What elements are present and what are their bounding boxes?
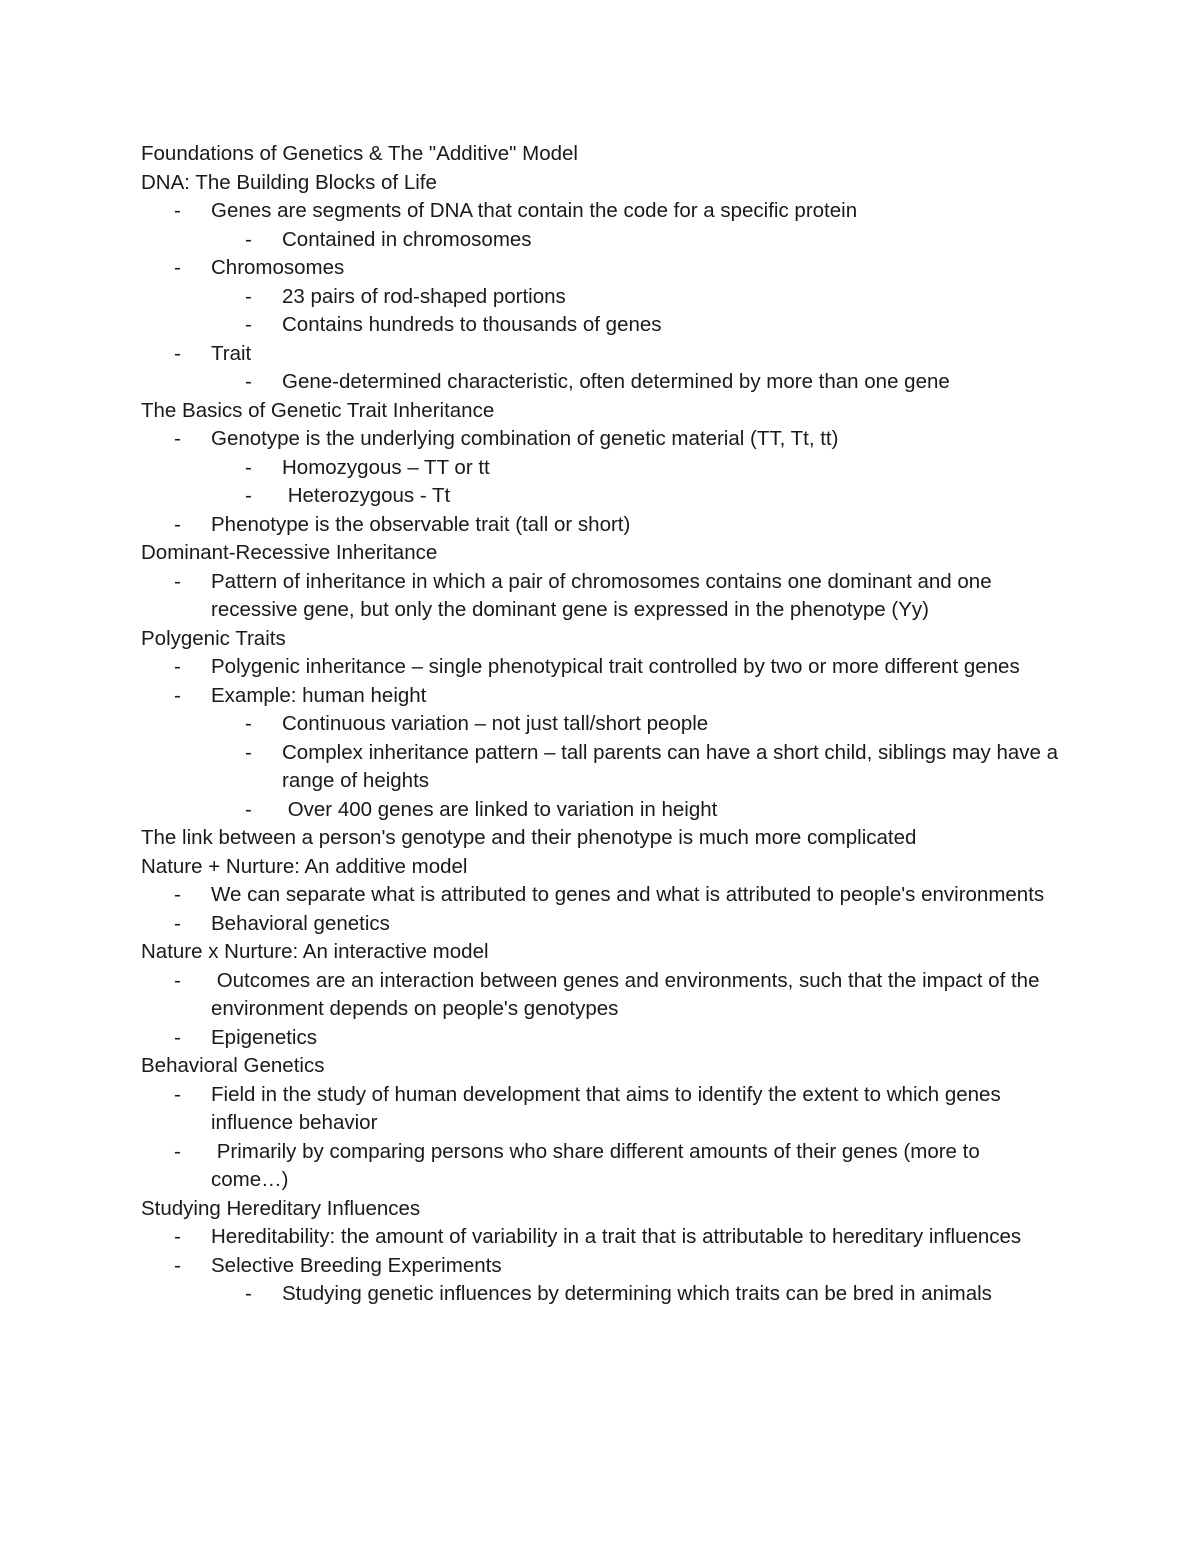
line-text: Homozygous – TT or tt (282, 455, 490, 479)
section-heading (141, 1052, 1061, 1081)
section-heading (141, 824, 1061, 853)
section-heading (141, 169, 1061, 198)
section-heading (141, 625, 1061, 654)
bullet-item (141, 511, 1061, 540)
bullet-marker: - (245, 227, 252, 251)
section-heading (141, 1195, 1061, 1224)
line-text: DNA: The Building Blocks of Life (141, 170, 437, 194)
section-heading (141, 539, 1061, 568)
line-text: Genes are segments of DNA that contain the code for a specific protein (211, 199, 858, 222)
line-text: Contained in chromosomes (282, 227, 532, 251)
sub-bullet-item (141, 368, 1061, 397)
line-text: Example: human height (211, 683, 427, 707)
bullet-marker: - (174, 1225, 181, 1248)
line-text: Foundations of Genetics & The "Additive" Model (141, 142, 578, 165)
line-text: The link between a person's genotype and their phenotype is much more complicated (141, 826, 917, 849)
bullet-marker: - (245, 484, 252, 507)
bullet-item (141, 682, 1061, 711)
line-text: Gene-determined characteristic, often determined by more than one gene (282, 370, 950, 393)
bullet-marker: - (174, 1139, 181, 1163)
line-text: Behavioral Genetics (141, 1054, 325, 1077)
bullet-item (141, 1024, 1061, 1053)
line-text: Phenotype is the observable trait (tall or short) (211, 512, 631, 536)
bullet-item (141, 425, 1061, 454)
line-text: We can separate what is attributed to genes and what is attributed to people's environments (211, 883, 1045, 906)
line-text: Primarily by comparing persons who share different amounts of their genes (more to come…) (211, 1139, 986, 1191)
document-body (141, 140, 1064, 1309)
bullet-marker: - (174, 683, 181, 707)
bullet-marker: - (245, 1282, 252, 1305)
bullet-marker: - (174, 1082, 181, 1106)
line-text: Trait (211, 341, 252, 365)
line-text: Studying Hereditary Influences (141, 1196, 421, 1220)
section-heading (141, 853, 1061, 882)
bullet-item (141, 1223, 1061, 1252)
sub-bullet-item (141, 739, 1064, 796)
bullet-item (141, 197, 1061, 226)
bullet-marker: - (245, 712, 252, 735)
sub-bullet-item (141, 283, 1061, 312)
bullet-marker: - (245, 797, 252, 821)
line-text: Dominant-Recessive Inheritance (141, 541, 438, 564)
line-text: Outcomes are an interaction between genes and environments, such that the impact of the environment depends on people's genotypes (211, 968, 1046, 1020)
line-text: Contains hundreds to thousands of genes (282, 313, 662, 336)
section-heading (141, 397, 1061, 426)
line-text: Polygenic inheritance – single phenotypical trait controlled by two or more different genes (211, 655, 1020, 678)
line-text: Hereditability: the amount of variability in a trait that is attributable to hereditary influences (211, 1225, 1022, 1248)
section-heading (141, 140, 1061, 169)
bullet-marker: - (174, 341, 181, 365)
bullet-marker: - (174, 968, 181, 992)
line-text: Field in the study of human development that aims to identify the extent to which genes influence behavior (211, 1082, 1007, 1134)
sub-bullet-item (141, 226, 1061, 255)
line-text: Over 400 genes are linked to variation in height (282, 797, 718, 821)
bullet-marker: - (245, 313, 252, 336)
bullet-marker: - (245, 455, 252, 479)
line-text: Genotype is the underlying combination of genetic material (TT, Tt, tt) (211, 427, 839, 450)
line-text: Nature + Nurture: An additive model (141, 854, 468, 878)
line-text: Chromosomes (211, 256, 345, 279)
bullet-item (141, 910, 1061, 939)
bullet-marker: - (245, 370, 252, 393)
sub-bullet-item (141, 1280, 1061, 1309)
line-text: Nature x Nurture: An interactive model (141, 940, 489, 963)
bullet-marker: - (174, 883, 181, 906)
sub-bullet-item (141, 482, 1061, 511)
line-text: 23 pairs of rod-shaped portions (282, 284, 566, 308)
bullet-item (141, 340, 1061, 369)
bullet-item (141, 881, 1061, 910)
line-text: Epigenetics (211, 1025, 317, 1049)
line-text: Complex inheritance pattern – tall parents can have a short child, siblings may have a range of heights (282, 740, 1064, 792)
bullet-item (141, 1252, 1061, 1281)
bullet-item (141, 1081, 1061, 1138)
bullet-item (141, 254, 1061, 283)
bullet-item (141, 568, 1061, 625)
bullet-marker: - (174, 199, 181, 222)
line-text: Polygenic Traits (141, 626, 286, 650)
sub-bullet-item (141, 710, 1061, 739)
bullet-marker: - (174, 512, 181, 536)
bullet-marker: - (174, 569, 181, 593)
sub-bullet-item (141, 454, 1061, 483)
line-text: Behavioral genetics (211, 911, 390, 935)
line-text: Selective Breeding Experiments (211, 1253, 502, 1277)
bullet-marker: - (174, 655, 181, 678)
line-text: Heterozygous - Tt (282, 484, 451, 507)
section-heading (141, 938, 1061, 967)
line-text: Pattern of inheritance in which a pair of chromosomes contains one dominant and one recessive gene, but only the dominant gene is expressed in the phenotype (Yy) (211, 569, 998, 621)
bullet-item (141, 653, 1061, 682)
bullet-item (141, 967, 1061, 1024)
line-text: Continuous variation – not just tall/short people (282, 712, 709, 735)
bullet-marker: - (174, 1025, 181, 1049)
bullet-marker: - (245, 284, 252, 308)
bullet-marker: - (174, 911, 181, 935)
sub-bullet-item (141, 796, 1061, 825)
sub-bullet-item (141, 311, 1061, 340)
bullet-marker: - (174, 1253, 181, 1277)
bullet-marker: - (245, 740, 252, 764)
bullet-marker: - (174, 256, 181, 279)
bullet-marker: - (174, 427, 181, 450)
line-text: Studying genetic influences by determining which traits can be bred in animals (282, 1282, 992, 1305)
line-text: The Basics of Genetic Trait Inheritance (141, 398, 495, 422)
bullet-item (141, 1138, 1061, 1195)
